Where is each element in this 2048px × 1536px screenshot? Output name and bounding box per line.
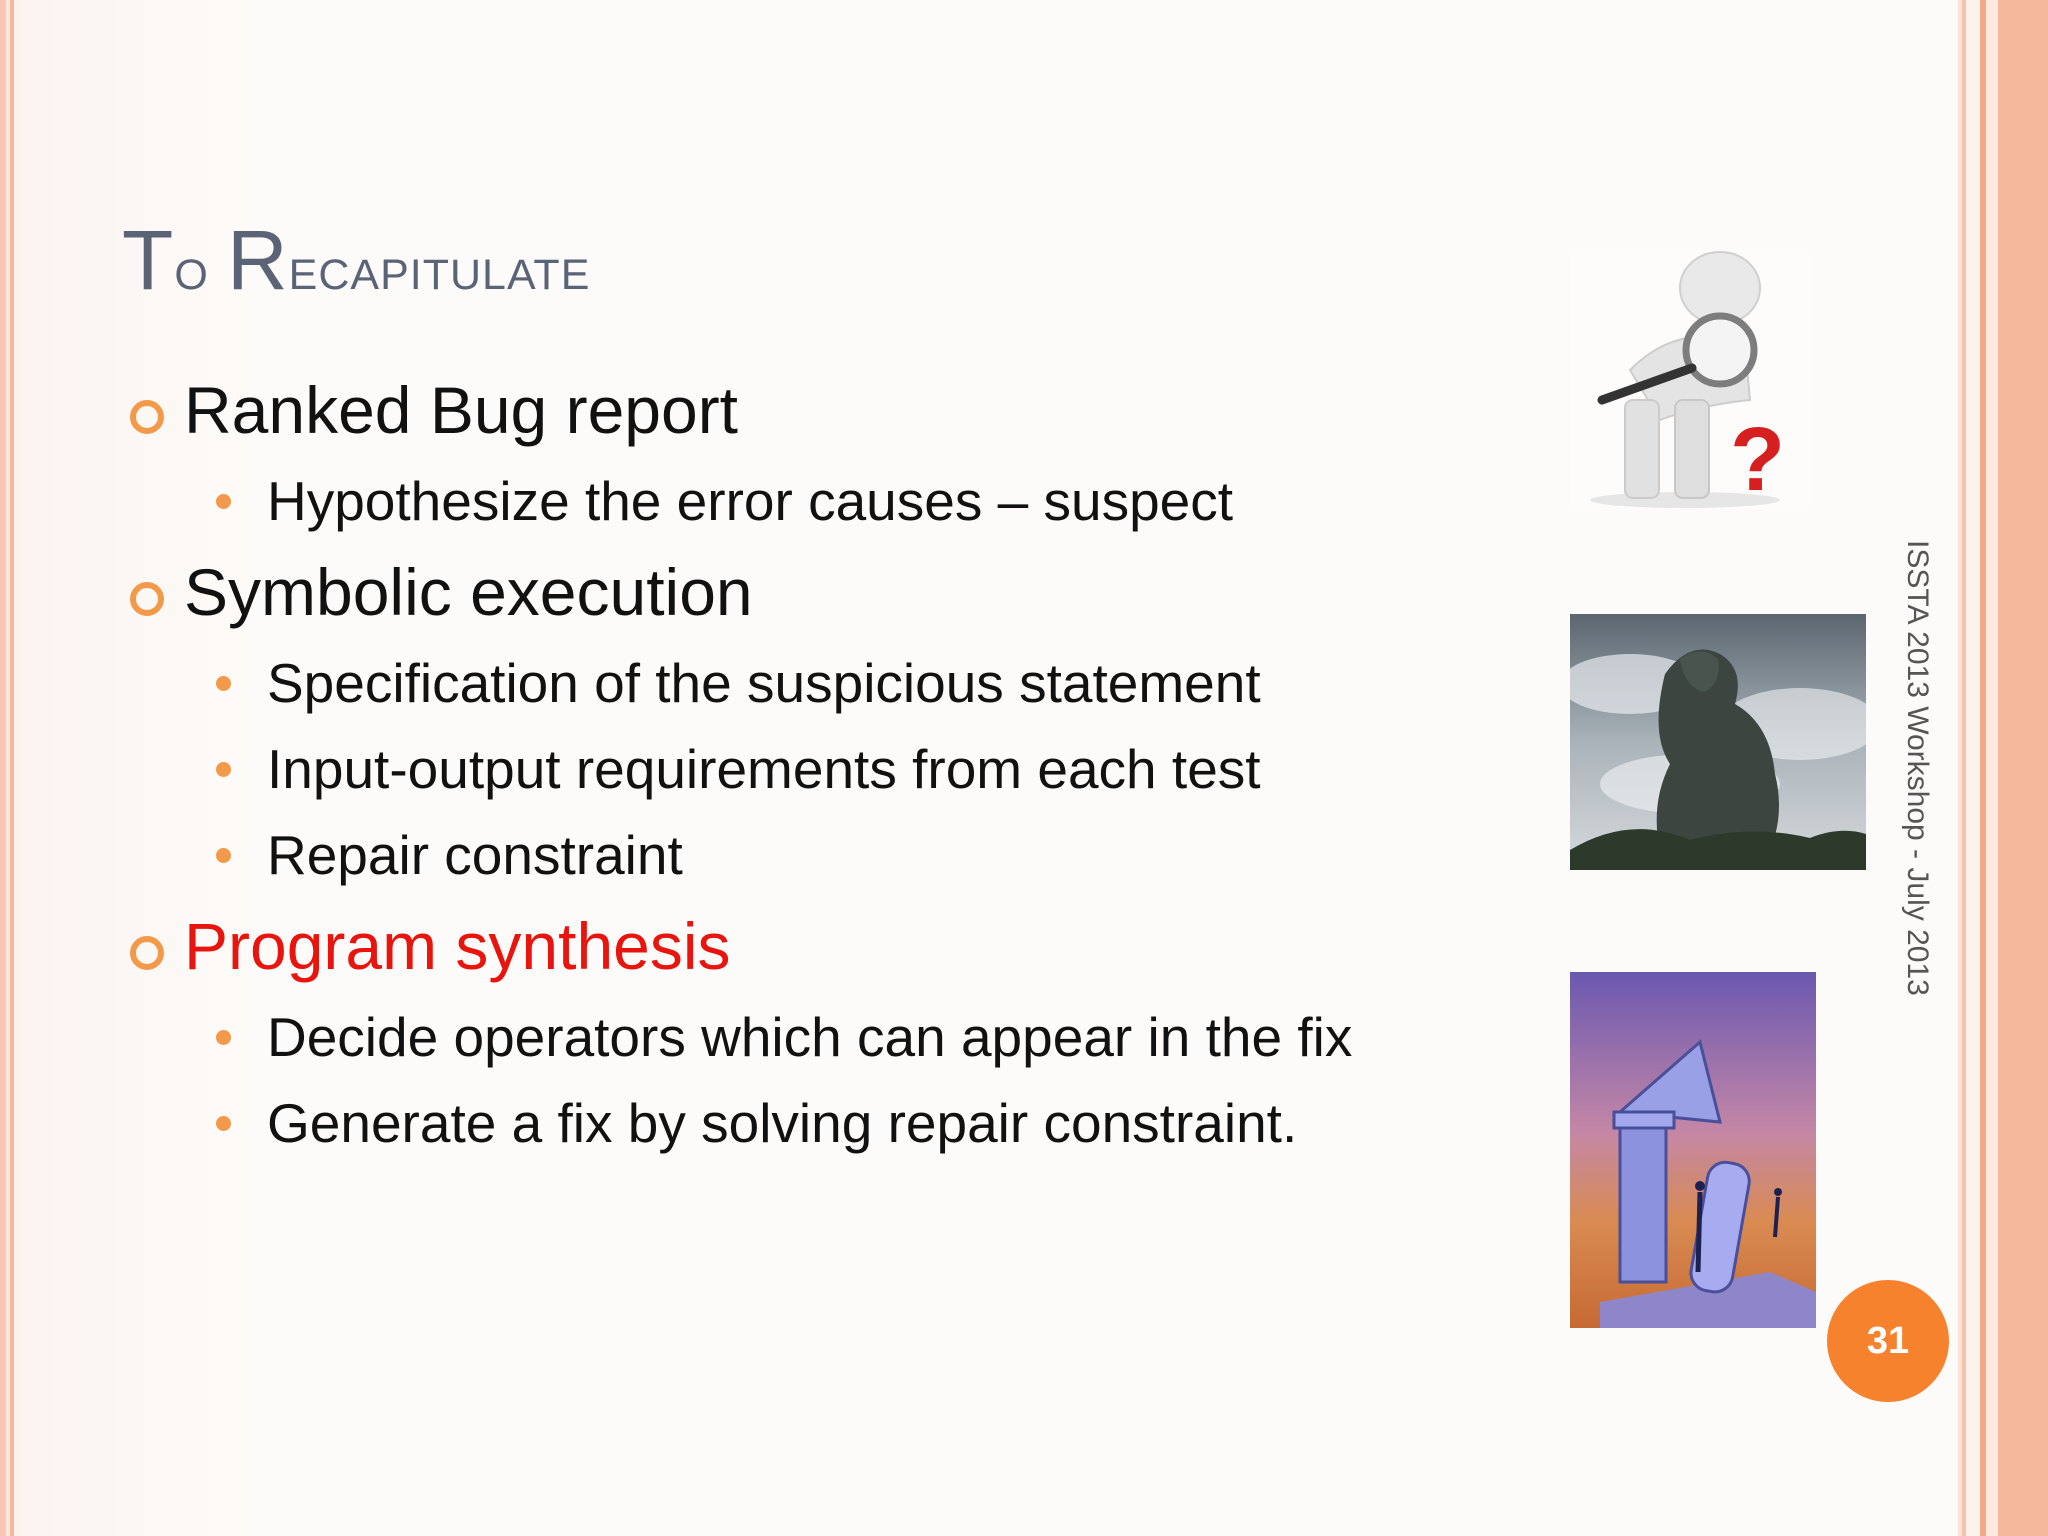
sub-item <box>130 1088 1510 1174</box>
dot-bullet-icon <box>216 762 231 777</box>
sub-item-label: Repair constraint <box>267 824 683 886</box>
list-item-symbolic-execution <box>130 552 1510 648</box>
sub-item-label: Generate a fix by solving repair constraint. <box>267 1092 1298 1154</box>
sub-item-label: Input-output requirements from each test <box>267 738 1261 800</box>
dot-bullet-icon <box>216 848 231 863</box>
ring-bullet-icon <box>130 582 164 616</box>
list-item-program-synthesis <box>130 906 1510 1002</box>
page-number-badge: 31 <box>1827 1280 1949 1402</box>
sub-item <box>130 1002 1510 1088</box>
list-item-label: Ranked Bug report <box>184 373 739 447</box>
list-item-ranked-bug-report <box>130 370 1510 466</box>
dot-bullet-icon <box>216 676 231 691</box>
slide-title: To Recapitulate <box>122 213 591 307</box>
sub-item-label: Hypothesize the error causes – suspect <box>267 470 1234 532</box>
right-border-decoration <box>1958 0 2048 1536</box>
building-pillars-image <box>1570 972 1816 1328</box>
left-border-decoration <box>0 0 22 1536</box>
thinker-statue-image <box>1570 614 1866 870</box>
sub-item-label: Specification of the suspicious statement <box>267 652 1261 714</box>
sub-item <box>130 820 1510 906</box>
magnifier-figure-image <box>1570 250 1810 510</box>
list-item-label: Symbolic execution <box>184 555 753 629</box>
sub-item <box>130 466 1510 552</box>
ring-bullet-icon <box>130 400 164 434</box>
sub-item <box>130 734 1510 820</box>
sub-item <box>130 648 1510 734</box>
footer-text: ISSTA 2013 Workshop - July 2013 <box>1901 540 1934 996</box>
ring-bullet-icon <box>130 936 164 970</box>
dot-bullet-icon <box>216 1116 231 1131</box>
dot-bullet-icon <box>216 1030 231 1045</box>
bullet-list <box>130 370 1510 1174</box>
svg-text:?: ? <box>1730 410 1785 510</box>
list-item-label: Program synthesis <box>184 909 731 983</box>
sub-item-label: Decide operators which can appear in the fix <box>267 1006 1353 1068</box>
dot-bullet-icon <box>216 494 231 509</box>
